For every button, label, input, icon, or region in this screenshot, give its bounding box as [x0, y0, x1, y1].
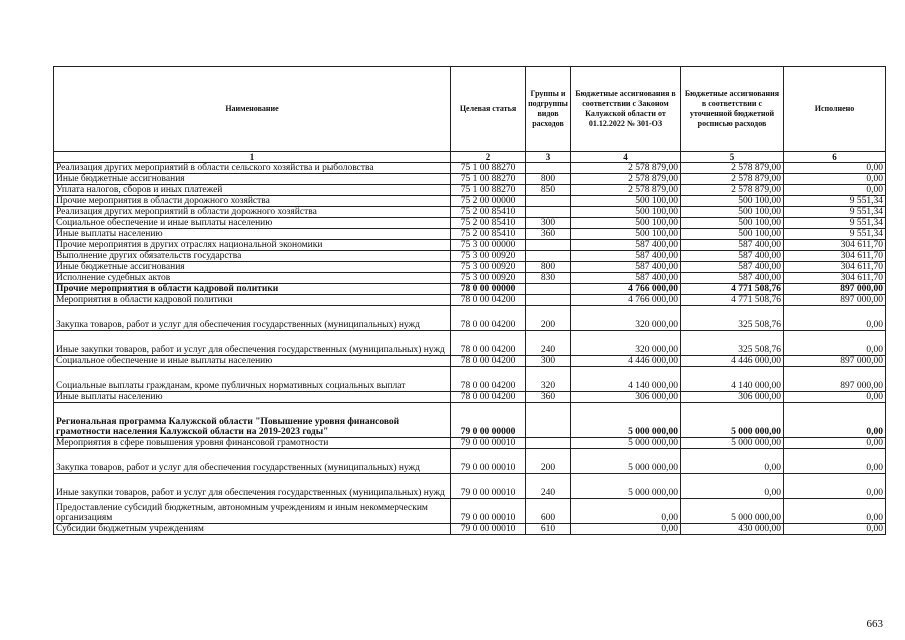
row-executed-amount: 0,00: [784, 524, 886, 535]
row-target-article: 79 0 00 00010: [451, 438, 526, 449]
table-row: [54, 240, 886, 251]
table-row: [54, 229, 886, 240]
header-executed: Исполнено: [784, 67, 886, 152]
table-row: [54, 356, 886, 367]
row-executed-amount: 9 551,34: [784, 229, 886, 240]
table-row: [54, 438, 886, 449]
row-refined-amount: 2 578 879,00: [681, 174, 784, 185]
row-law-amount: 500 100,00: [571, 207, 681, 218]
row-target-article: 75 2 00 85410: [451, 229, 526, 240]
row-law-amount: 5 000 000,00: [571, 403, 681, 438]
row-executed-amount: 0,00: [784, 449, 886, 474]
row-target-article: 78 0 00 04200: [451, 367, 526, 392]
row-name: Прочие мероприятия в области дорожного хозяйства: [54, 196, 451, 207]
column-number: 3: [526, 152, 571, 163]
row-refined-amount: 5 000 000,00: [681, 403, 784, 438]
header-name: Наименование: [54, 67, 451, 152]
row-expense-group: [526, 295, 571, 306]
row-expense-group: 200: [526, 449, 571, 474]
row-refined-amount: 500 100,00: [681, 207, 784, 218]
row-expense-group: [526, 207, 571, 218]
row-refined-amount: 587 400,00: [681, 240, 784, 251]
row-target-article: 75 3 00 00000: [451, 240, 526, 251]
row-refined-amount: 4 771 508,76: [681, 295, 784, 306]
row-name: Прочие мероприятия в области кадровой политики: [54, 284, 451, 295]
row-name: Социальное обеспечение и иные выплаты населению: [54, 356, 451, 367]
row-refined-amount: 306 000,00: [681, 392, 784, 403]
row-name: Выполнение других обязательств государства: [54, 251, 451, 262]
row-executed-amount: 9 551,34: [784, 207, 886, 218]
row-refined-amount: 2 578 879,00: [681, 163, 784, 174]
column-number: 5: [681, 152, 784, 163]
table-row: [54, 295, 886, 306]
row-refined-amount: 4 140 000,00: [681, 367, 784, 392]
column-number-row: [54, 152, 886, 163]
column-number: 1: [54, 152, 451, 163]
budget-table: [53, 66, 886, 535]
row-executed-amount: 0,00: [784, 174, 886, 185]
row-executed-amount: 304 611,70: [784, 240, 886, 251]
header-law-allocations: Бюджетные ассигнования в соответствии с Законом Калужской области от 01.12.2022 № 301-ОЗ: [571, 67, 681, 152]
row-refined-amount: 500 100,00: [681, 196, 784, 207]
row-executed-amount: 0,00: [784, 403, 886, 438]
row-expense-group: 850: [526, 185, 571, 196]
row-law-amount: 4 766 000,00: [571, 284, 681, 295]
table-row: [54, 273, 886, 284]
row-refined-amount: 500 100,00: [681, 218, 784, 229]
table-row: [54, 174, 886, 185]
row-executed-amount: 0,00: [784, 163, 886, 174]
row-expense-group: [526, 163, 571, 174]
row-refined-amount: 587 400,00: [681, 273, 784, 284]
row-law-amount: 500 100,00: [571, 196, 681, 207]
row-expense-group: 600: [526, 499, 571, 524]
row-law-amount: 5 000 000,00: [571, 438, 681, 449]
row-executed-amount: 897 000,00: [784, 284, 886, 295]
row-expense-group: 320: [526, 367, 571, 392]
row-executed-amount: 0,00: [784, 331, 886, 356]
row-law-amount: 320 000,00: [571, 331, 681, 356]
table-row: [54, 524, 886, 535]
row-target-article: 78 0 00 04200: [451, 331, 526, 356]
row-target-article: 78 0 00 04200: [451, 356, 526, 367]
row-expense-group: [526, 284, 571, 295]
row-target-article: 78 0 00 04200: [451, 392, 526, 403]
row-law-amount: 4 766 000,00: [571, 295, 681, 306]
row-law-amount: 500 100,00: [571, 218, 681, 229]
table-row: [54, 163, 886, 174]
row-refined-amount: 587 400,00: [681, 262, 784, 273]
table-row: [54, 367, 886, 392]
row-expense-group: [526, 438, 571, 449]
column-number: 4: [571, 152, 681, 163]
row-name: Иные выплаты населению: [54, 229, 451, 240]
page-number: 663: [866, 618, 883, 630]
row-refined-amount: 5 000 000,00: [681, 438, 784, 449]
row-executed-amount: 304 611,70: [784, 251, 886, 262]
row-expense-group: 300: [526, 356, 571, 367]
row-name: Закупка товаров, работ и услуг для обеспечения государственных (муниципальных) нужд: [54, 306, 451, 331]
table-row: [54, 196, 886, 207]
row-law-amount: 5 000 000,00: [571, 474, 681, 499]
row-law-amount: 587 400,00: [571, 262, 681, 273]
table-row: [54, 284, 886, 295]
row-target-article: 78 0 00 00000: [451, 284, 526, 295]
header-target-article: Целевая статья: [451, 67, 526, 152]
row-target-article: 75 2 00 00000: [451, 196, 526, 207]
row-target-article: 79 0 00 00010: [451, 449, 526, 474]
row-name: Иные бюджетные ассигнования: [54, 262, 451, 273]
row-executed-amount: 9 551,34: [784, 218, 886, 229]
row-target-article: 75 3 00 00920: [451, 251, 526, 262]
row-expense-group: [526, 403, 571, 438]
row-expense-group: [526, 240, 571, 251]
table-row: [54, 392, 886, 403]
table-row: [54, 218, 886, 229]
row-expense-group: 360: [526, 229, 571, 240]
table-row: [54, 207, 886, 218]
row-expense-group: 200: [526, 306, 571, 331]
row-name: Иные закупки товаров, работ и услуг для обеспечения государственных (муниципальных) нужд: [54, 474, 451, 499]
row-refined-amount: 325 508,76: [681, 306, 784, 331]
row-executed-amount: 897 000,00: [784, 367, 886, 392]
row-target-article: 75 1 00 88270: [451, 163, 526, 174]
row-name: Закупка товаров, работ и услуг для обеспечения государственных (муниципальных) нужд: [54, 449, 451, 474]
row-name: Реализация других мероприятий в области дорожного хозяйства: [54, 207, 451, 218]
row-executed-amount: 304 611,70: [784, 262, 886, 273]
row-refined-amount: 500 100,00: [681, 229, 784, 240]
row-law-amount: 4 140 000,00: [571, 367, 681, 392]
row-name: Субсидии бюджетным учреждениям: [54, 524, 451, 535]
row-executed-amount: 0,00: [784, 438, 886, 449]
row-name: Иные закупки товаров, работ и услуг для обеспечения государственных (муниципальных) нужд: [54, 331, 451, 356]
row-law-amount: 500 100,00: [571, 229, 681, 240]
row-name: Иные выплаты населению: [54, 392, 451, 403]
row-refined-amount: 4 446 000,00: [681, 356, 784, 367]
header-refined-allocations: Бюджетные ассигнования в соответствии с уточненной бюджетной росписью расходов: [681, 67, 784, 152]
row-expense-group: 360: [526, 392, 571, 403]
row-expense-group: 240: [526, 331, 571, 356]
row-refined-amount: 0,00: [681, 449, 784, 474]
row-law-amount: 0,00: [571, 499, 681, 524]
table-body: [54, 163, 886, 535]
row-expense-group: [526, 196, 571, 207]
row-law-amount: 2 578 879,00: [571, 185, 681, 196]
row-refined-amount: 4 771 508,76: [681, 284, 784, 295]
row-name: Уплата налогов, сборов и иных платежей: [54, 185, 451, 196]
row-law-amount: 587 400,00: [571, 240, 681, 251]
row-target-article: 79 0 00 00010: [451, 524, 526, 535]
row-law-amount: 5 000 000,00: [571, 449, 681, 474]
row-executed-amount: 897 000,00: [784, 356, 886, 367]
row-expense-group: 800: [526, 262, 571, 273]
row-expense-group: 830: [526, 273, 571, 284]
table-row: [54, 262, 886, 273]
row-expense-group: 240: [526, 474, 571, 499]
column-number: 6: [784, 152, 886, 163]
row-law-amount: 587 400,00: [571, 251, 681, 262]
row-refined-amount: 325 508,76: [681, 331, 784, 356]
row-name: Предоставление субсидий бюджетным, автономным учреждениям и иным некоммерческим организациям: [54, 499, 451, 524]
column-number: 2: [451, 152, 526, 163]
row-law-amount: 0,00: [571, 524, 681, 535]
header-expense-group: Группы и подгруппы видов расходов: [526, 67, 571, 152]
row-name: Прочие мероприятия в других отраслях национальной экономики: [54, 240, 451, 251]
row-law-amount: 4 446 000,00: [571, 356, 681, 367]
row-target-article: 75 1 00 88270: [451, 185, 526, 196]
row-expense-group: 610: [526, 524, 571, 535]
row-refined-amount: 430 000,00: [681, 524, 784, 535]
row-law-amount: 320 000,00: [571, 306, 681, 331]
row-executed-amount: 304 611,70: [784, 273, 886, 284]
row-name: Региональная программа Калужской области "Повышение уровня финансовой грамотности населения Калужской области на 2019-2023 годы": [54, 403, 451, 438]
row-target-article: 79 0 00 00010: [451, 499, 526, 524]
table-row: [54, 251, 886, 262]
row-executed-amount: 0,00: [784, 474, 886, 499]
row-executed-amount: 0,00: [784, 185, 886, 196]
table-row: [54, 499, 886, 524]
row-refined-amount: 587 400,00: [681, 251, 784, 262]
row-target-article: 75 2 00 85410: [451, 218, 526, 229]
row-refined-amount: 2 578 879,00: [681, 185, 784, 196]
row-executed-amount: 9 551,34: [784, 196, 886, 207]
row-executed-amount: 0,00: [784, 392, 886, 403]
row-name: Мероприятия в области кадровой политики: [54, 295, 451, 306]
row-target-article: 79 0 00 00000: [451, 403, 526, 438]
header-row: [54, 67, 886, 152]
row-refined-amount: 5 000 000,00: [681, 499, 784, 524]
row-target-article: 78 0 00 04200: [451, 306, 526, 331]
table-row: [54, 185, 886, 196]
row-expense-group: [526, 251, 571, 262]
row-law-amount: 2 578 879,00: [571, 163, 681, 174]
row-target-article: 79 0 00 00010: [451, 474, 526, 499]
row-law-amount: 587 400,00: [571, 273, 681, 284]
row-expense-group: 800: [526, 174, 571, 185]
row-name: Социальное обеспечение и иные выплаты населению: [54, 218, 451, 229]
table-row: [54, 403, 886, 438]
row-name: Мероприятия в сфере повышения уровня финансовой грамотности: [54, 438, 451, 449]
row-target-article: 78 0 00 04200: [451, 295, 526, 306]
table-row: [54, 306, 886, 331]
row-target-article: 75 3 00 00920: [451, 273, 526, 284]
row-name: Реализация других мероприятий в области сельского хозяйства и рыболовства: [54, 163, 451, 174]
table-row: [54, 331, 886, 356]
row-refined-amount: 0,00: [681, 474, 784, 499]
row-law-amount: 2 578 879,00: [571, 174, 681, 185]
table-row: [54, 474, 886, 499]
row-law-amount: 306 000,00: [571, 392, 681, 403]
row-executed-amount: 0,00: [784, 306, 886, 331]
row-executed-amount: 0,00: [784, 499, 886, 524]
row-name: Социальные выплаты гражданам, кроме публичных нормативных социальных выплат: [54, 367, 451, 392]
row-target-article: 75 1 00 88270: [451, 174, 526, 185]
row-target-article: 75 3 00 00920: [451, 262, 526, 273]
row-target-article: 75 2 00 85410: [451, 207, 526, 218]
row-name: Иные бюджетные ассигнования: [54, 174, 451, 185]
row-executed-amount: 897 000,00: [784, 295, 886, 306]
row-name: Исполнение судебных актов: [54, 273, 451, 284]
table-row: [54, 449, 886, 474]
row-expense-group: 300: [526, 218, 571, 229]
